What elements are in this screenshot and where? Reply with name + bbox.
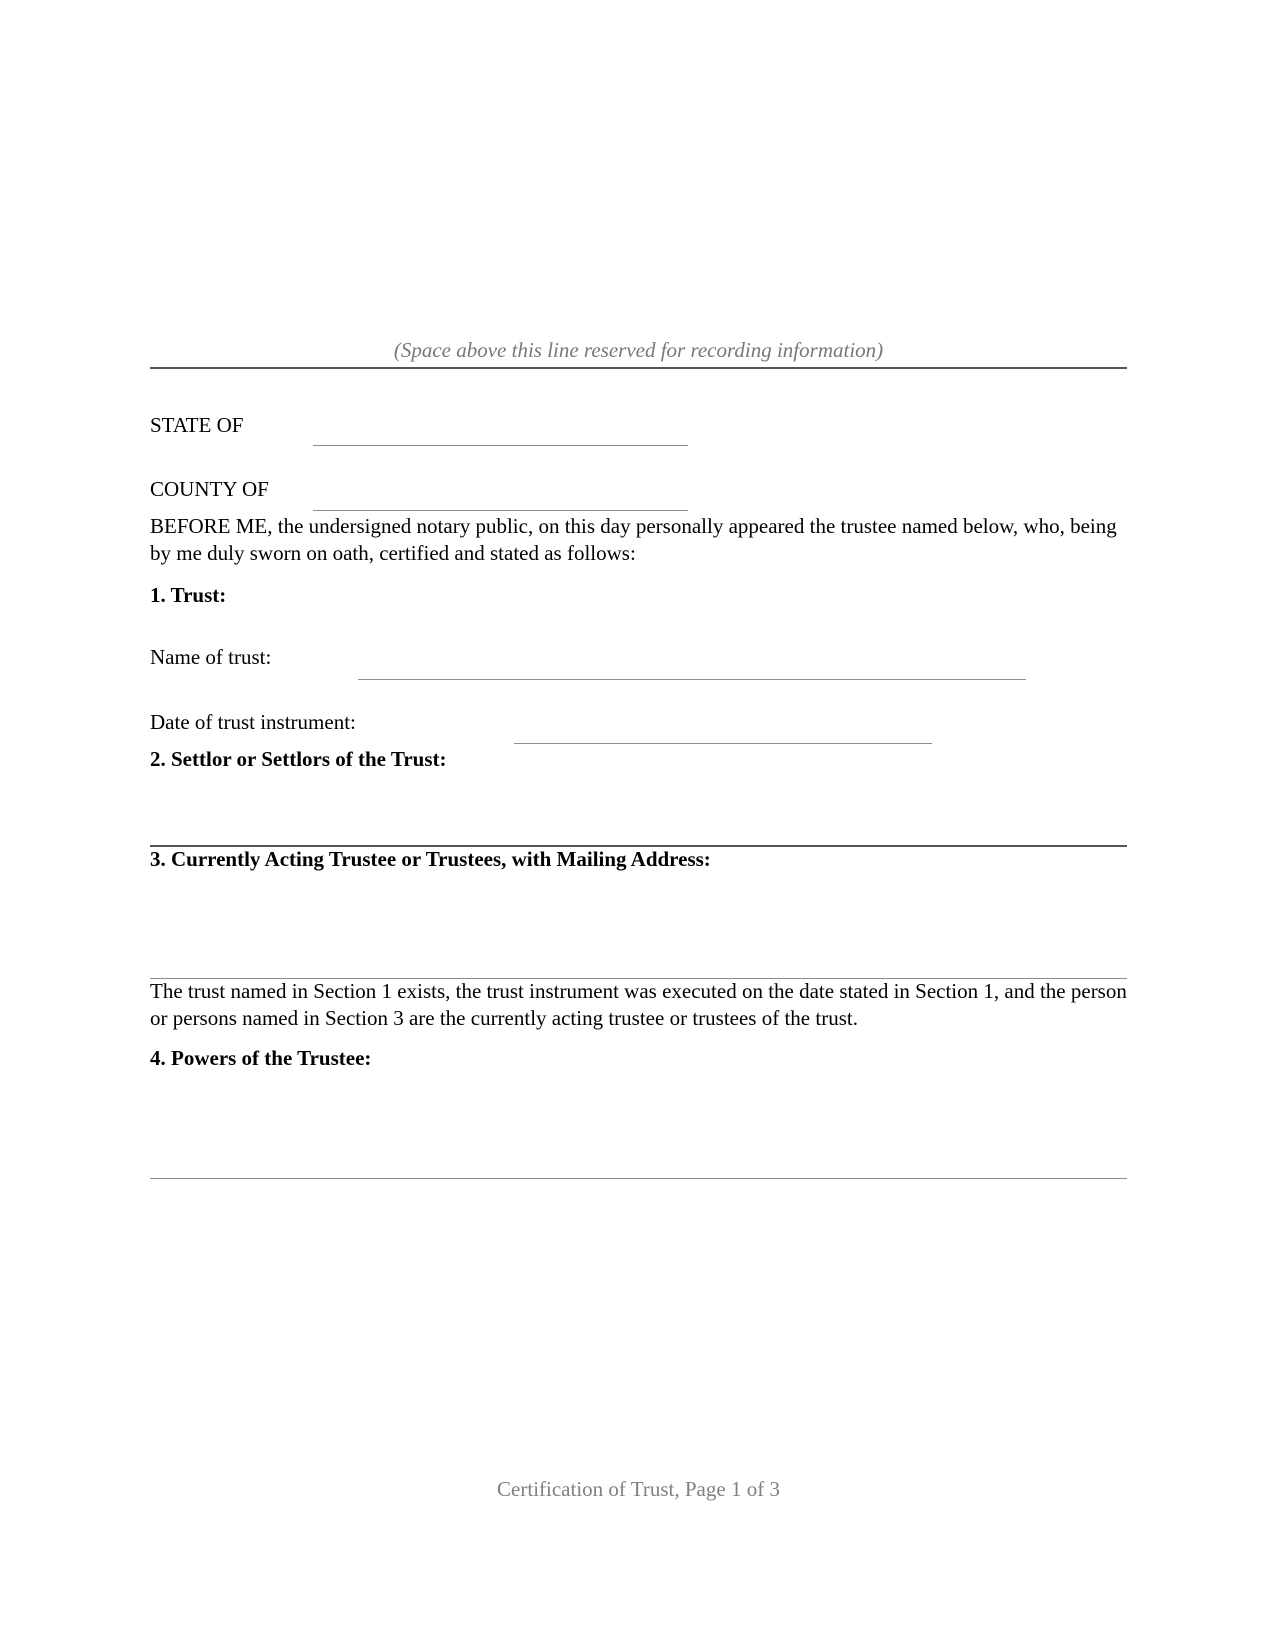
trust-statement-paragraph: The trust named in Section 1 exists, the trust instrument was executed on the date stated in Section 1, and the person or persons named in Section 3 are the currently acting trustee or trustees of the trust. <box>150 979 1127 1030</box>
county-label: COUNTY OF <box>150 477 269 501</box>
trust-date-label: Date of trust instrument: <box>150 710 356 734</box>
powers-field[interactable] <box>150 1178 1127 1179</box>
state-label: STATE OF <box>150 413 244 437</box>
recording-divider <box>150 367 1127 369</box>
page-footer: Certification of Trust, Page 1 of 3 <box>497 1477 780 1501</box>
section-2-heading: 2. Settlor or Settlors of the Trust: <box>150 747 447 771</box>
county-field[interactable] <box>313 510 688 511</box>
trust-date-field[interactable] <box>514 743 932 744</box>
section-3-heading: 3. Currently Acting Trustee or Trustees, with Mailing Address: <box>150 847 711 871</box>
trust-name-label: Name of trust: <box>150 645 272 669</box>
state-field[interactable] <box>313 445 688 446</box>
trust-name-field[interactable] <box>358 679 1026 680</box>
section-1-heading: 1. Trust: <box>150 583 227 607</box>
section-4-heading: 4. Powers of the Trustee: <box>150 1046 372 1070</box>
recording-space-note: (Space above this line reserved for recording information) <box>393 338 884 362</box>
intro-paragraph: BEFORE ME, the undersigned notary public, on this day personally appeared the trustee named below, who, being by me duly sworn on oath, certified and stated as follows: <box>150 514 1117 565</box>
